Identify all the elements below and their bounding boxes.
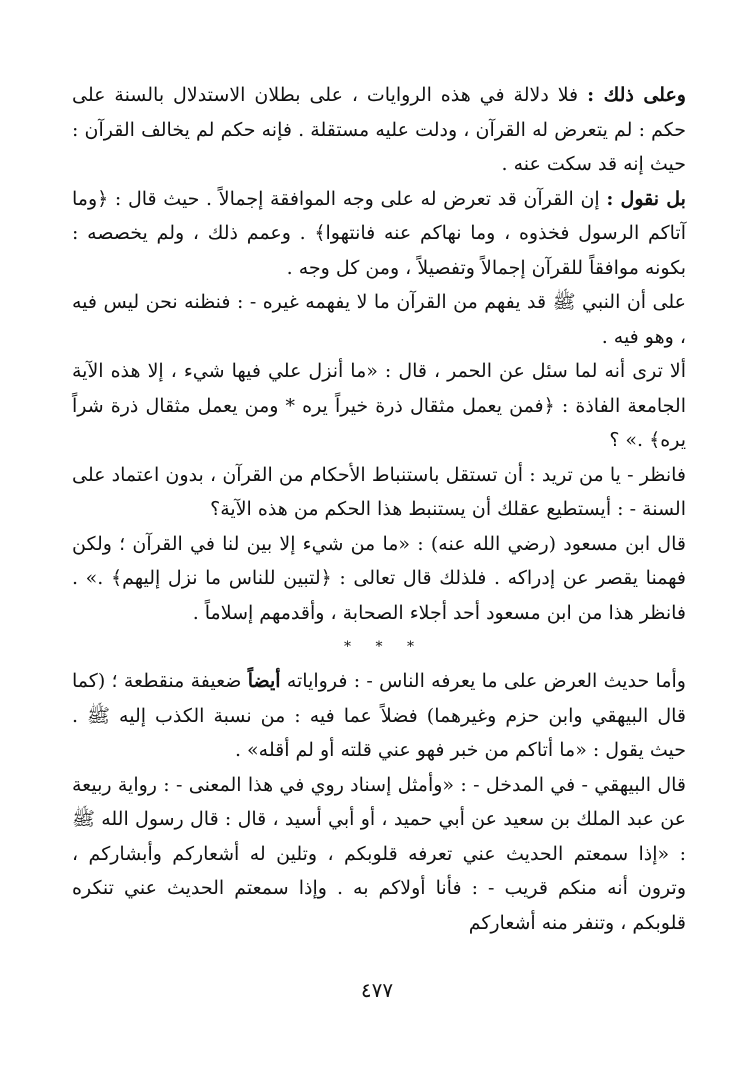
paragraph-lead: بل نقول : [606,187,686,210]
emphasis: أيضاً [247,670,281,692]
paragraph [72,78,686,182]
paragraph-text: ضعيفة منقطعة ؛ (كما قال البيهقي وابن حزم وغيرهما) فضلاً عما فيه : من نسبة الكذب إليه ﷺ . حيث يقول : «ما أتاكم من خبر فهو عني قلته أو لم أقله» . [72,670,686,761]
paragraph [72,182,686,286]
paragraph [72,664,686,768]
paragraph-text: فلا دلالة في هذه الروايات ، على بطلان الاستدلال بالسنة على حكم : لم يتعرض له القرآن ، ودلت عليه مستقلة . فإنه حكم لم يخالف القرآن : حيث إنه قد سكت عنه . [72,84,686,175]
body-text [72,78,686,940]
paragraph-text: على أن النبي ﷺ قد يفهم من القرآن ما لا يفهمه غيره - : فنظنه نحن ليس فيه ، وهو فيه . [72,291,686,348]
paragraph [72,285,686,354]
section-separator: * * * [344,639,424,655]
paragraph-text: قال ابن مسعود (رضي الله عنه) : «ما من شيء إلا بين لنا في القرآن ؛ ولكن فهمنا يقصر عن إدراكه . فلذلك قال تعالى : ﴿لتبين للناس ما نزل إليهم﴾ .» . فانظر هذا من ابن مسعود أحد أجلاء الصحابة ، وأقدمهم إسلاماً . [72,532,686,624]
paragraph [72,527,686,631]
paragraph-lead: وعلى ذلك : [587,84,686,106]
page-number: ٤٧٧ [360,978,394,1002]
paragraph-text: فانظر - يا من تريد : أن تستقل باستنباط الأحكام من القرآن ، بدون اعتماد على السنة - : أيستطيع عقلك أن يستنبط هذا الحكم من هذه الآية؟ [72,463,686,520]
paragraph-text: ألا ترى أنه لما سئل عن الحمر ، قال : «ما أنزل علي فيها شيء ، إلا هذه الآية الجامعة الفاذة : ﴿فمن يعمل مثقال ذرة خيراً يره * ومن يعمل مثقال ذرة شراً يره﴾ .» ؟ [72,360,686,451]
paragraph [72,354,686,458]
paragraph [72,458,686,527]
paragraph-text: إن القرآن قد تعرض له على وجه الموافقة إجمالاً . حيث قال : ﴿وما آتاكم الرسول فخذوه ، وما نهاكم عنه فانتهوا﴾ . وعمم ذلك ، ولم يخصصه : بكونه موافقاً للقرآن إجمالاً وتفصيلاً ، ومن كل وجه . [72,187,686,279]
paragraph [72,768,686,941]
paragraph-text: قال البيهقي - في المدخل - : «وأمثل إسناد روي في هذا المعنى - : رواية ربيعة عن عبد الملك بن سعيد عن أبي حميد ، أو أبي أسيد ، قال : قال رسول الله ﷺ : «إذا سمعتم الحديث عني تعرفه قلوبكم ، وتلين له أشعاركم وأبشاركم ، وترون أنه منكم قريب - : فأنا أولاكم به . وإذا سمعتم الحديث عني تنكره قلوبكم ، وتنفر منه أشعاركم [72,773,686,934]
paragraph-text: وأما حديث العرض على ما يعرفه الناس - : فرواياته [280,670,686,692]
